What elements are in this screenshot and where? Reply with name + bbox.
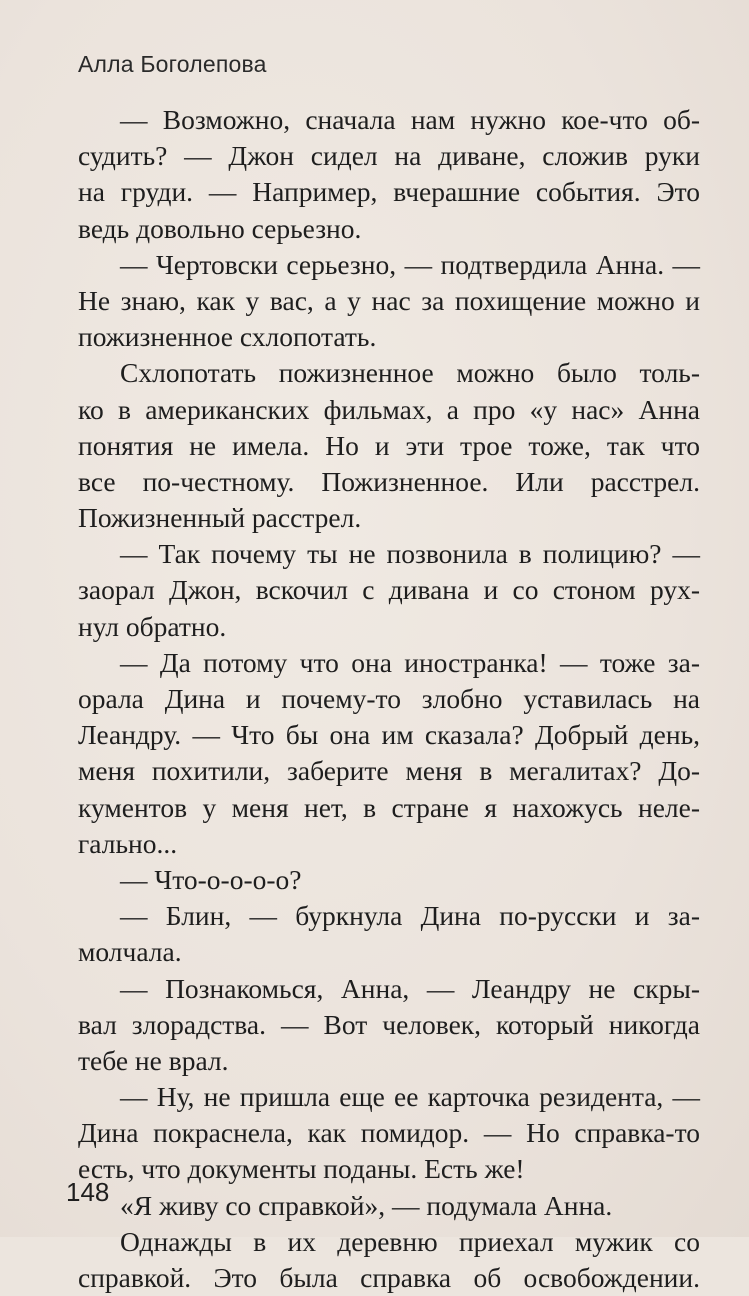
text-line: Пожизненный расстрел. [78, 502, 362, 534]
text-line: вал злорадства. — Вот человек, который никогда [78, 1008, 700, 1040]
text-line: понятия не имела. Но и эти трое тоже, так что [78, 429, 700, 461]
text-line: судить? — Джон сидел на диване, сложив руки [78, 140, 700, 172]
text-line: — Ну, не пришла еще ее карточка резидента, — [120, 1081, 700, 1113]
text-line: — Так почему ты не позвонила в полицию? — [120, 538, 700, 570]
text-line: ко в американских фильмах, а про «у нас» Анна [78, 393, 700, 425]
text-line: «Я живу со справкой», — подумала Анна. [120, 1189, 613, 1221]
text-line: — Что-о-о-о-о? [120, 863, 302, 895]
text-line: Леандру. — Что бы она им сказала? Добрый день, [78, 719, 700, 751]
text-line: Схлопотать пожизненное можно было толь- [120, 357, 700, 389]
text-line: справкой. Это была справка об освобождении. [78, 1262, 700, 1293]
text-line: кументов у меня нет, в стране я нахожусь неле- [78, 791, 700, 823]
text-line: — Да потому что она иностранка! — тоже за- [120, 646, 700, 678]
text-line: ведь довольно серьезно. [78, 212, 362, 244]
text-line: меня похитили, заберите меня в мегалитах? До- [78, 755, 700, 787]
text-line: — Познакомься, Анна, — Леандру не скры- [120, 972, 700, 1004]
text-line: — Возможно, сначала нам нужно кое-что об- [120, 104, 700, 135]
text-line: Дина покраснела, как помидор. — Но справка-то [78, 1117, 700, 1149]
text-line: тебе не врал. [78, 1044, 229, 1076]
text-line: Однажды в их деревню приехал мужик со [120, 1225, 700, 1257]
body-text [78, 102, 700, 1296]
text-line: Не знаю, как у вас, а у нас за похищение можно и [78, 284, 700, 316]
text-line: пожизненное схлопотать. [78, 321, 377, 353]
text-line: — Блин, — буркнула Дина по-русски и за- [120, 900, 700, 932]
text-line: все по-честному. Пожизненное. Или расстрел. [78, 465, 700, 497]
text-line: есть, что документы поданы. Есть же! [78, 1153, 525, 1185]
text-line: гально... [78, 827, 178, 859]
running-head-author: Алла Боголепова [78, 51, 267, 77]
text-line: нул обратно. [78, 610, 227, 642]
page-number: 148 [66, 1177, 110, 1207]
text-line: заорал Джон, вскочил с дивана и со стоном рух- [78, 574, 700, 606]
text-line: орала Дина и почему-то злобно уставилась на [78, 683, 700, 714]
text-line: — Чертовски серьезно, — подтвердила Анна. — [120, 248, 700, 280]
text-line: на груди. — Например, вчерашние события. Это [78, 176, 700, 208]
text-line: молчала. [78, 936, 182, 968]
